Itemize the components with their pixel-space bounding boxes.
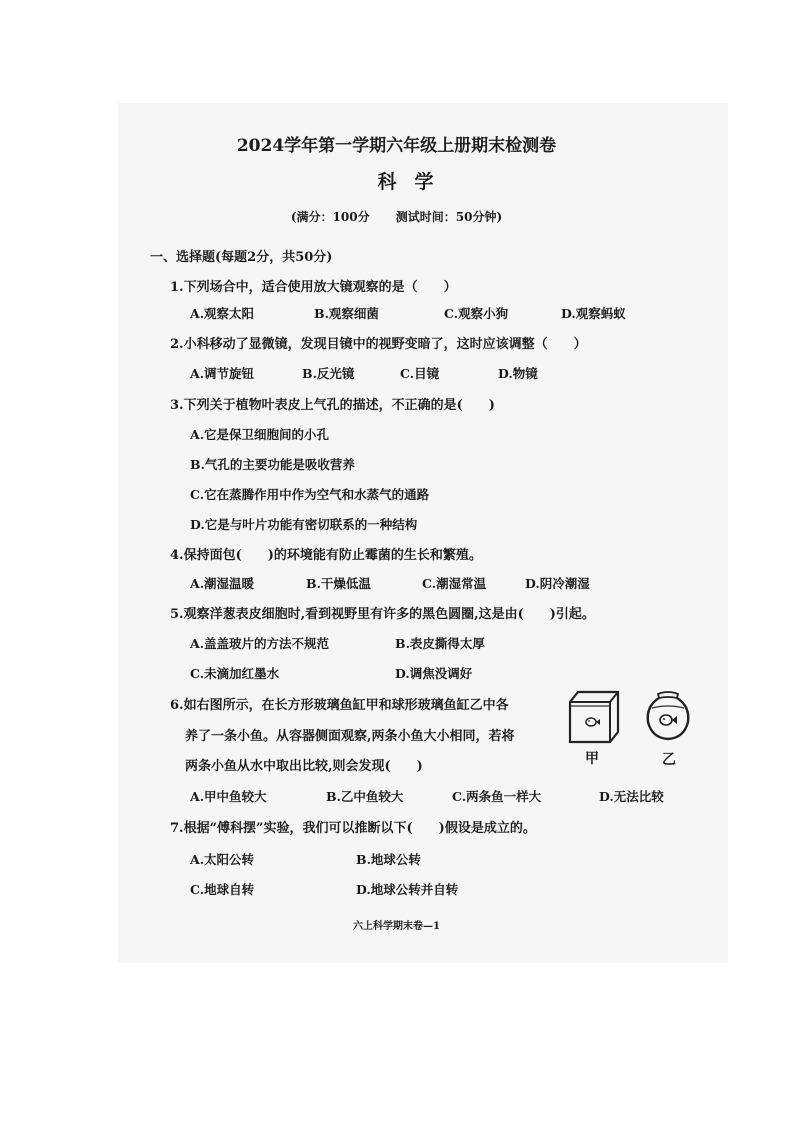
question-7-stem: 7.根据“傅科摆”实验，我们可以推断以下( )假设是成立的。: [170, 821, 536, 836]
q6-option-a[interactable]: A.甲中鱼较大: [190, 789, 267, 804]
q5-option-d[interactable]: D.调焦没调好: [395, 666, 473, 681]
question-4-stem: 4.保持面包( )的环境能有防止霉菌的生长和繁殖。: [170, 548, 482, 563]
question-5-stem: 5.观察洋葱表皮细胞时,看到视野里有许多的黑色圆圈,这是由( )引起。: [170, 607, 595, 622]
q1-option-c[interactable]: C.观察小狗: [444, 306, 509, 321]
q4-option-a[interactable]: A.潮湿温暖: [190, 576, 255, 591]
question-6-stem-line-2: 养了一条小鱼。从容器侧面观察,两条小鱼大小相同，若将: [185, 729, 515, 744]
q1-option-b[interactable]: B.观察细菌: [314, 306, 379, 321]
q7-option-c[interactable]: C.地球自转: [190, 882, 255, 897]
q6-option-d[interactable]: D.无法比较: [599, 789, 664, 804]
question-1-stem: 1.下列场合中，适合使用放大镜观察的是（ ）: [170, 280, 457, 295]
q3-option-a[interactable]: A.它是保卫细胞间的小孔: [190, 427, 330, 442]
exam-meta: [0, 208, 793, 225]
q2-option-a[interactable]: A.调节旋钮: [190, 366, 255, 381]
q1-option-d[interactable]: D.观察蚂蚁: [561, 306, 626, 321]
q7-option-a[interactable]: A.太阳公转: [190, 852, 255, 867]
q3-option-c[interactable]: C.它在蒸腾作用中作为空气和水蒸气的通路: [190, 487, 430, 502]
exam-title: 2024学年第一学期六年级上册期末检测卷: [236, 136, 557, 156]
q5-option-a[interactable]: A.盖盖玻片的方法不规范: [190, 636, 330, 651]
q1-option-a[interactable]: A.观察太阳: [190, 306, 255, 321]
q7-option-b[interactable]: B.地球公转: [356, 852, 421, 867]
q2-option-b[interactable]: B.反光镜: [302, 366, 355, 381]
subject-title: 科学: [377, 171, 452, 193]
test-time: 测试时间：50分钟): [395, 210, 503, 224]
full-score: (满分：100分: [290, 210, 370, 224]
q6-option-c[interactable]: C.两条鱼一样大: [452, 789, 542, 804]
spherical-fish-bowl-figure: [644, 686, 692, 746]
q3-option-b[interactable]: B.气孔的主要功能是吸收营养: [190, 457, 355, 472]
q4-option-b[interactable]: B.干燥低温: [306, 576, 371, 591]
figure-label-jia: 甲: [585, 751, 599, 767]
q5-option-b[interactable]: B.表皮撕得太厚: [395, 636, 485, 651]
q6-option-b[interactable]: B.乙中鱼较大: [326, 789, 404, 804]
figure-label-yi: 乙: [662, 752, 676, 768]
question-6-stem-line-3: 两条小鱼从水中取出比较,则会发现( ): [185, 759, 423, 774]
q2-option-c[interactable]: C.目镜: [400, 366, 440, 381]
question-3-stem: 3.下列关于植物叶表皮上气孔的描述，不正确的是( ): [170, 398, 495, 413]
question-2-stem: 2.小科移动了显微镜，发现目镜中的视野变暗了，这时应该调整（ ）: [170, 337, 587, 352]
q3-option-d[interactable]: D.它是与叶片功能有密切联系的一种结构: [190, 517, 418, 532]
q2-option-d[interactable]: D.物镜: [498, 366, 538, 381]
question-6-stem-line-1: 6.如右图所示，在长方形玻璃鱼缸甲和球形玻璃鱼缸乙中各: [170, 698, 509, 713]
q4-option-d[interactable]: D.阴冷潮湿: [525, 576, 590, 591]
q5-option-c[interactable]: C.未滴加红墨水: [190, 666, 280, 681]
page-footer: 六上科学期末卷—1: [353, 921, 440, 932]
section-heading: 一、选择题(每题2分，共50分): [150, 250, 333, 265]
q7-option-d[interactable]: D.地球公转并自转: [356, 882, 459, 897]
q4-option-c[interactable]: C.潮湿常温: [422, 576, 487, 591]
rectangular-fish-tank-figure: [566, 684, 624, 746]
